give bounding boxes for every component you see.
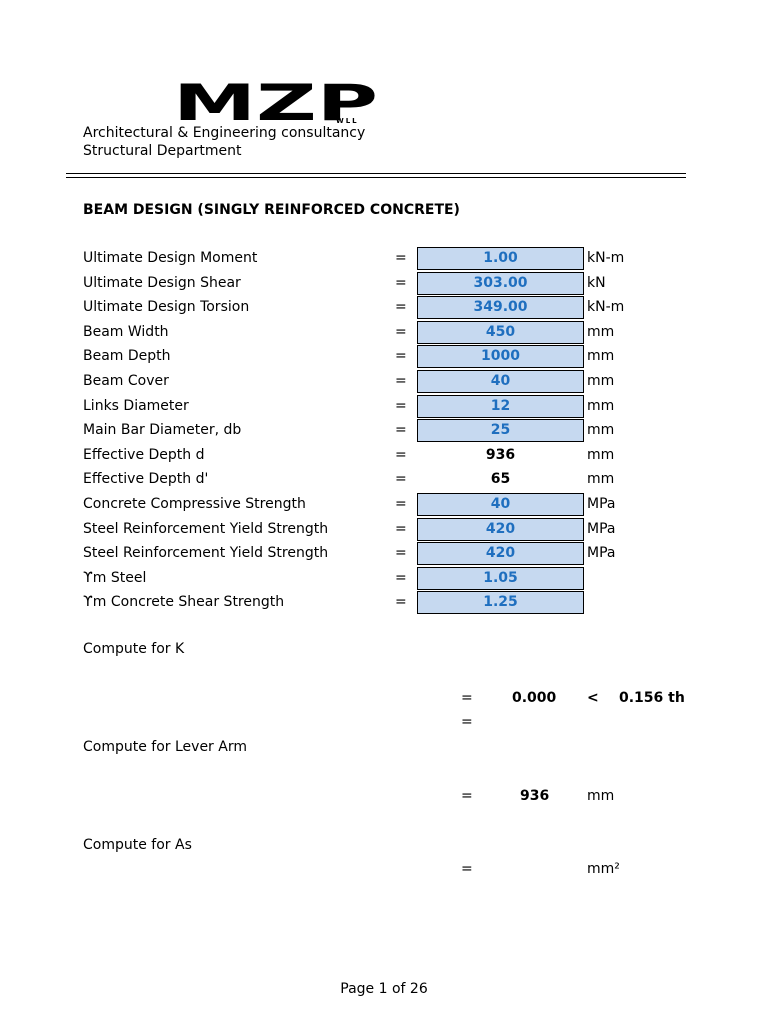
equals-sign: = bbox=[395, 299, 407, 315]
equals-sign: = bbox=[395, 373, 407, 389]
input-value-cell[interactable]: 1.05 bbox=[417, 567, 584, 590]
lever-arm-equals: = bbox=[461, 788, 473, 804]
unit-label: MPa bbox=[587, 521, 616, 537]
k-limit: 0.156 th bbox=[619, 690, 685, 706]
input-label: Concrete Compressive Strength bbox=[83, 496, 306, 512]
input-label: Ultimate Design Torsion bbox=[83, 299, 250, 315]
unit-label: mm bbox=[587, 398, 615, 414]
input-value-cell[interactable]: 25 bbox=[417, 419, 584, 442]
equals-sign: = bbox=[395, 422, 407, 438]
company-logo bbox=[173, 80, 379, 124]
unit-label: kN bbox=[587, 275, 606, 291]
input-label: Main Bar Diameter, db bbox=[83, 422, 242, 438]
input-value-cell[interactable]: 40 bbox=[417, 370, 584, 393]
calculated-value: 936 bbox=[485, 447, 516, 463]
input-value-cell[interactable]: 12 bbox=[417, 395, 584, 418]
input-label: Effective Depth d bbox=[83, 447, 205, 463]
company-name: Architectural & Engineering consultancy bbox=[83, 125, 366, 141]
equals-sign: = bbox=[395, 471, 407, 487]
input-label: Beam Cover bbox=[83, 373, 169, 389]
k-value: 0.000 bbox=[512, 690, 557, 706]
unit-label: MPa bbox=[587, 496, 616, 512]
compute-k-heading: Compute for K bbox=[83, 641, 185, 657]
equals-sign: = bbox=[395, 398, 407, 414]
as-unit: mm² bbox=[587, 861, 620, 877]
equals-sign: = bbox=[395, 275, 407, 291]
input-value-cell[interactable]: 420 bbox=[417, 542, 584, 565]
unit-label: kN-m bbox=[587, 250, 625, 266]
input-label: Links Diameter bbox=[83, 398, 189, 414]
input-label: Effective Depth d' bbox=[83, 471, 209, 487]
input-value-cell[interactable]: 420 bbox=[417, 518, 584, 541]
input-value-cell[interactable]: 349.00 bbox=[417, 296, 584, 319]
lever-arm-value: 936 bbox=[520, 788, 550, 804]
input-value-cell[interactable]: 40 bbox=[417, 493, 584, 516]
svg-text:MZP: MZP bbox=[173, 80, 378, 124]
page-number: Page 1 of 26 bbox=[340, 981, 428, 997]
unit-label: MPa bbox=[587, 545, 616, 561]
calculated-value: 65 bbox=[490, 471, 511, 487]
input-label: ϒm Concrete Shear Strength bbox=[83, 594, 285, 610]
equals-sign: = bbox=[395, 324, 407, 340]
input-label: ϒm Steel bbox=[83, 570, 147, 586]
equals-sign: = bbox=[395, 521, 407, 537]
equals-sign: = bbox=[395, 250, 407, 266]
compute-as-heading: Compute for As bbox=[83, 837, 192, 853]
equals-sign: = bbox=[395, 594, 407, 610]
equals-sign: = bbox=[395, 348, 407, 364]
compute-lever-arm-heading: Compute for Lever Arm bbox=[83, 739, 247, 755]
unit-label: mm bbox=[587, 422, 615, 438]
unit-label: mm bbox=[587, 348, 615, 364]
unit-label: mm bbox=[587, 373, 615, 389]
page-title: BEAM DESIGN (SINGLY REINFORCED CONCRETE) bbox=[83, 202, 460, 218]
input-label: Beam Width bbox=[83, 324, 169, 340]
input-label: Steel Reinforcement Yield Strength bbox=[83, 521, 329, 537]
as-equals: = bbox=[461, 861, 473, 877]
input-label: Ultimate Design Shear bbox=[83, 275, 241, 291]
input-label: Steel Reinforcement Yield Strength bbox=[83, 545, 329, 561]
lever-arm-unit: mm bbox=[587, 788, 615, 804]
compute-k-equals-2: = bbox=[461, 714, 473, 730]
equals-sign: = bbox=[395, 447, 407, 463]
input-value-cell[interactable]: 1.25 bbox=[417, 591, 584, 614]
equals-sign: = bbox=[395, 570, 407, 586]
k-comparator: < bbox=[587, 690, 599, 706]
input-value-cell[interactable]: 450 bbox=[417, 321, 584, 344]
unit-label: mm bbox=[587, 471, 615, 487]
unit-label: kN-m bbox=[587, 299, 625, 315]
equals-sign: = bbox=[395, 496, 407, 512]
input-label: Beam Depth bbox=[83, 348, 171, 364]
svg-text:WLL: WLL bbox=[336, 117, 359, 124]
unit-label: mm bbox=[587, 324, 615, 340]
input-label: Ultimate Design Moment bbox=[83, 250, 258, 266]
unit-label: mm bbox=[587, 447, 615, 463]
input-value-cell[interactable]: 1.00 bbox=[417, 247, 584, 270]
input-value-cell[interactable]: 303.00 bbox=[417, 272, 584, 295]
header-divider-bottom bbox=[66, 177, 686, 178]
equals-sign: = bbox=[395, 545, 407, 561]
header-divider-top bbox=[66, 173, 686, 174]
compute-k-equals: = bbox=[461, 690, 473, 706]
input-value-cell[interactable]: 1000 bbox=[417, 345, 584, 368]
department-name: Structural Department bbox=[83, 143, 242, 159]
